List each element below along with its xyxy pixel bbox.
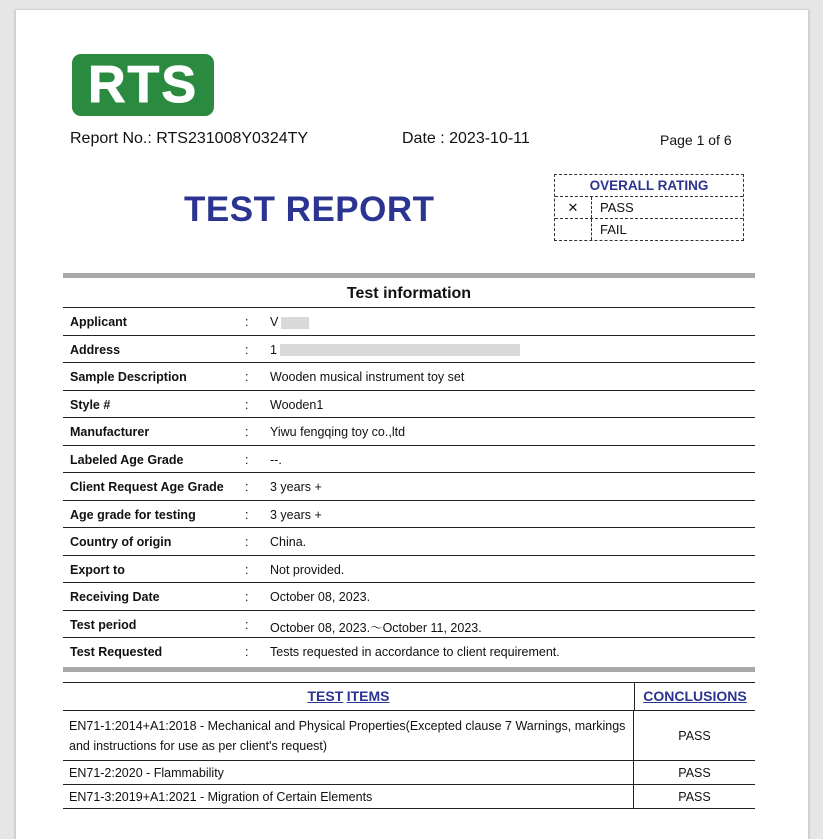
logo-text: RTS — [88, 56, 198, 114]
info-row-receiving-date — [63, 583, 755, 611]
info-value: Tests requested in accordance to client requirement. — [270, 645, 560, 659]
test-item-row — [63, 711, 755, 761]
test-item-result: PASS — [678, 728, 711, 743]
info-label: Labeled Age Grade — [70, 452, 184, 467]
info-label: Address — [70, 342, 121, 357]
info-row-applicant — [63, 308, 755, 336]
info-value: Wooden1 — [270, 397, 324, 412]
page-indicator: Page 1 of 6 — [660, 132, 732, 148]
info-label: Receiving Date — [70, 590, 160, 604]
test-item-description: EN71-2:2020 - Flammability — [63, 761, 634, 784]
info-colon: : — [245, 590, 249, 604]
info-colon: : — [245, 452, 249, 467]
address-value: 1 — [270, 342, 277, 357]
info-label: Sample Description — [70, 370, 187, 384]
conclusions-heading: CONCLUSIONS — [643, 688, 747, 704]
info-row-country-of-origin — [63, 528, 755, 556]
info-colon: : — [245, 507, 249, 522]
rating-label-pass: PASS — [600, 200, 634, 215]
test-item-description: EN71-3:2019+A1:2021 - Migration of Certain Elements — [63, 785, 634, 808]
info-row-sample-description — [63, 363, 755, 391]
rating-label-fail: FAIL — [600, 222, 627, 237]
info-label: Country of origin — [70, 535, 172, 549]
rating-mark-pass: ✕ — [555, 197, 592, 218]
rating-row-pass — [555, 197, 743, 218]
rts-logo — [72, 54, 214, 116]
info-row-address — [63, 336, 755, 364]
info-value: October 08, 2023. — [270, 590, 371, 604]
info-value: China. — [270, 535, 307, 549]
info-row-style — [63, 391, 755, 419]
info-value — [270, 315, 309, 329]
info-colon: : — [245, 370, 249, 384]
info-label: Style # — [70, 397, 111, 412]
test-information-title: Test information — [63, 280, 755, 308]
info-value — [270, 343, 520, 357]
test-items-header — [63, 683, 755, 711]
info-value: Yiwu fengqing toy co.,ltd — [270, 425, 406, 439]
rating-row-fail — [555, 218, 743, 240]
middle-divider — [63, 667, 755, 672]
conclusions-heading-cell — [635, 683, 755, 710]
info-colon: : — [245, 617, 249, 632]
info-row-age-grade-testing — [63, 501, 755, 529]
redaction-mark — [281, 317, 309, 329]
test-information-table — [63, 280, 755, 665]
test-item-row — [63, 785, 755, 809]
info-row-test-period — [63, 611, 755, 639]
info-row-test-requested — [63, 638, 755, 665]
test-items-heading — [63, 683, 635, 710]
info-label: Test Requested — [70, 645, 163, 659]
overall-rating-heading: OVERALL RATING — [555, 175, 743, 197]
test-item-result: PASS — [678, 789, 711, 804]
info-label: Manufacturer — [70, 425, 150, 439]
info-value: Wooden musical instrument toy set — [270, 370, 465, 384]
test-item-row — [63, 761, 755, 785]
info-row-export-to — [63, 556, 755, 584]
test-item-description: EN71-1:2014+A1:2018 - Mechanical and Physical Properties(Excepted clause 7 Warnings, markings and instructions for use as per client's request) — [63, 711, 634, 760]
info-row-client-request-age-grade — [63, 473, 755, 501]
info-colon: : — [245, 397, 249, 412]
info-colon: : — [245, 645, 249, 659]
info-value: --. — [270, 452, 282, 467]
info-colon: : — [245, 315, 249, 329]
info-value: 3 years + — [270, 480, 322, 494]
report-number: Report No.: RTS231008Y0324TY — [70, 130, 309, 147]
items-heading-word: ITEMS — [346, 688, 390, 704]
info-colon: : — [245, 535, 249, 549]
top-divider — [63, 273, 755, 278]
info-value: 3 years + — [270, 507, 322, 522]
info-colon: : — [245, 480, 249, 494]
info-label: Age grade for testing — [70, 507, 196, 522]
report-date: Date : 2023-10-11 — [402, 130, 530, 147]
page-title: TEST REPORT — [184, 190, 435, 229]
info-value: October 08, 2023.～October 11, 2023. — [270, 620, 482, 635]
test-item-result: PASS — [678, 765, 711, 780]
info-label: Client Request Age Grade — [70, 480, 224, 494]
info-colon: : — [245, 562, 249, 577]
info-row-manufacturer — [63, 418, 755, 446]
redaction-mark — [280, 344, 520, 356]
info-value: Not provided. — [270, 562, 345, 577]
applicant-value: V — [270, 315, 279, 329]
overall-rating-box — [554, 174, 744, 241]
test-heading-word: TEST — [307, 688, 344, 704]
info-label: Test period — [70, 617, 137, 632]
info-row-labeled-age-grade — [63, 446, 755, 474]
rating-mark-fail — [555, 219, 592, 240]
info-label: Export to — [70, 562, 125, 577]
test-items-table — [63, 682, 755, 809]
info-colon: : — [245, 425, 249, 439]
info-colon: : — [245, 342, 249, 357]
info-label: Applicant — [70, 315, 127, 329]
